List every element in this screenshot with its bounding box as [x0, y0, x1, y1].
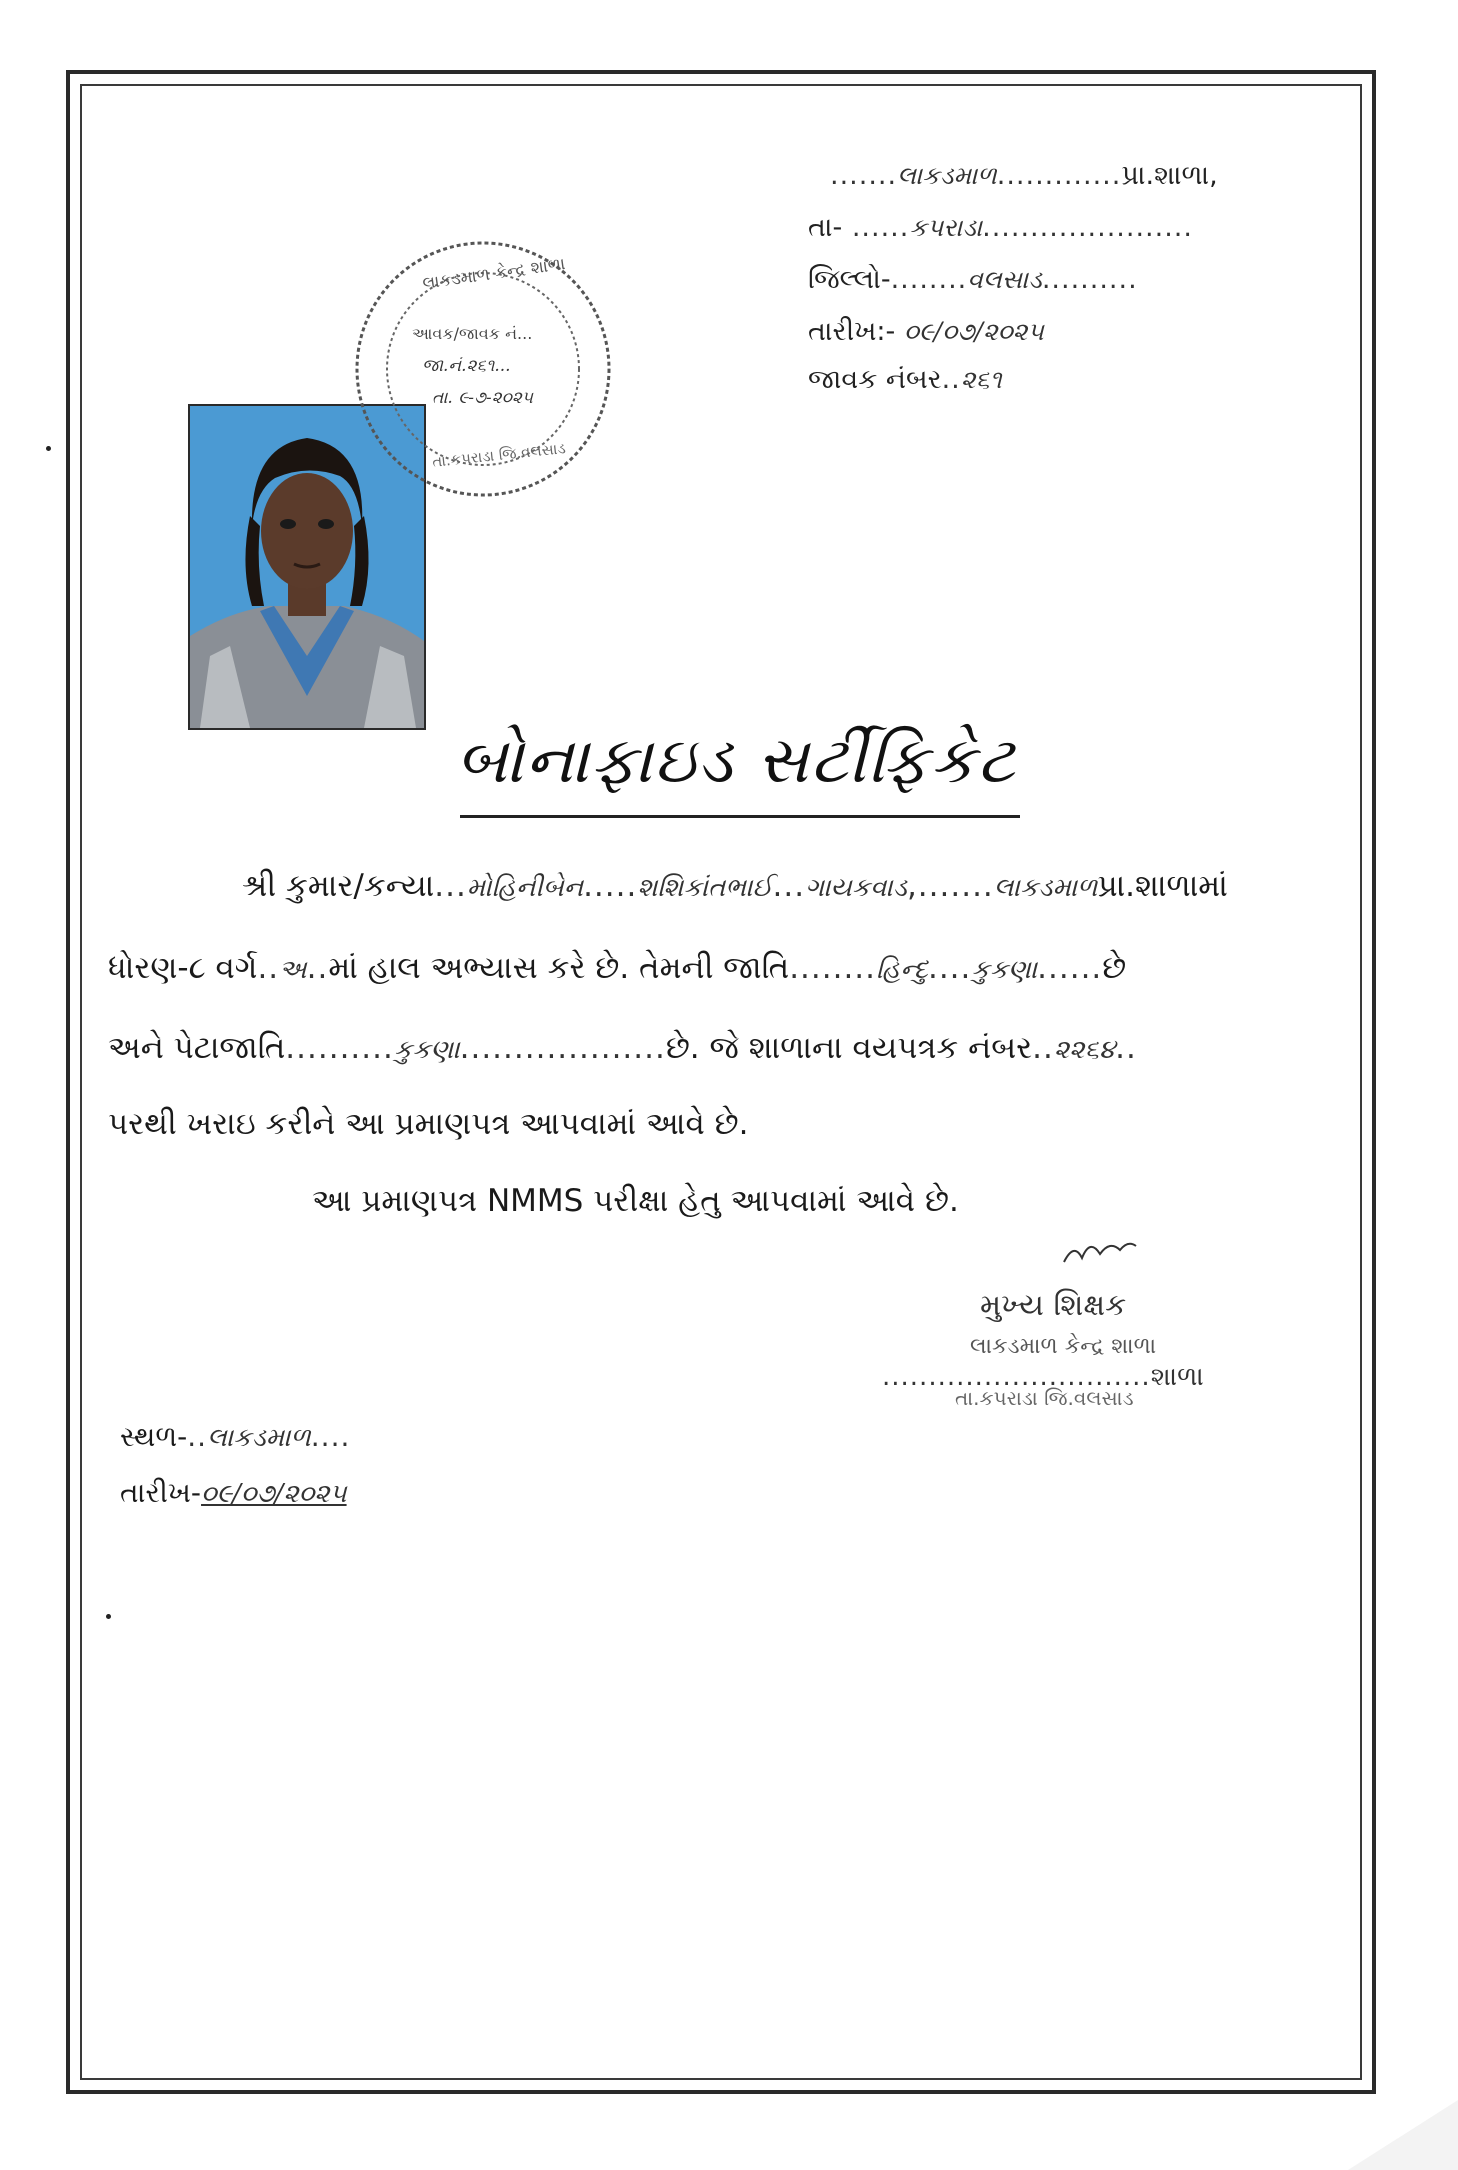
- surname: ગાયકવાડ: [805, 873, 907, 903]
- study-text: માં હાલ અભ્યાસ કરે છે. તેમની જાતિ: [328, 950, 790, 986]
- body-line-3: અને પેટાજાતિ..........કુકણા...................છે. જે શાળાના વયપત્રક નંબર..૨૨૬૪..: [108, 1030, 1137, 1066]
- school-name: લાકડમાળ: [993, 873, 1098, 903]
- header-outward-line: જાવક નંબર..૨૬૧: [808, 364, 1002, 395]
- stamp-line-1: આવક/જાવક નં...: [412, 324, 533, 343]
- body-line-5: આ પ્રમાણપત્ર NMMS પરીક્ષા હેતુ આપવામાં આવે છે.: [312, 1183, 959, 1219]
- subcaste-prefix: અને પેટાજાતિ: [108, 1030, 286, 1066]
- headmaster-title: મુખ્ય શિક્ષક: [980, 1288, 1127, 1323]
- register-number: ૨૨૬૪: [1053, 1035, 1116, 1065]
- footer-date-value: ૦૯/૦૭/૨૦૨૫: [201, 1479, 347, 1509]
- signature-address-stamp: તા.કપરાડા જિ.વલસાડ: [955, 1386, 1134, 1410]
- signature-school-suffix: શાળા: [1150, 1362, 1204, 1392]
- place-label: સ્થળ-: [120, 1420, 188, 1453]
- father-name: શશિકાંતભાઈ: [637, 873, 773, 903]
- taluka-value: કપરાડા: [909, 213, 983, 242]
- taluka-label: તા-: [808, 212, 843, 243]
- header-district-line: જિલ્લો-........વલસાડ..........: [808, 264, 1138, 295]
- page-corner-fold: [1348, 2100, 1458, 2170]
- school-suffix: પ્રા.શાળામાં: [1097, 868, 1228, 904]
- standard-prefix: ધોરણ-૮ વર્ગ: [108, 950, 258, 986]
- religion: હિન્દુ: [876, 955, 928, 985]
- header-date-line: [808, 316, 1044, 348]
- outward-value: ૨૬૧: [960, 365, 1002, 394]
- footer-place-line: સ્થળ-..લાકડમાળ....: [120, 1420, 351, 1453]
- scan-speck: [106, 1614, 111, 1619]
- line2-suffix: છે: [1102, 950, 1127, 986]
- signature-school-stamp: લાકડમાળ કેન્દ્ર શાળા: [970, 1334, 1157, 1359]
- caste: કુકણા: [971, 955, 1038, 985]
- signature-scribble: [1060, 1232, 1140, 1272]
- certificate-title: બોનાફાઇડ સર્ટીફિકેટ: [456, 724, 1017, 798]
- scan-speck: [46, 446, 51, 451]
- signature-school-line: .............................શાળા: [882, 1362, 1204, 1392]
- district-label: જિલ્લો-: [808, 264, 891, 295]
- stamp-line-3: તા. ૯-૭-૨૦૨૫: [432, 388, 533, 408]
- school-round-stamp: [352, 238, 614, 500]
- stamp-bottom-text: તા.કપરાડા જિ.વલસાડ: [431, 439, 567, 471]
- register-text: છે. જે શાળાના વયપત્રક નંબર: [665, 1030, 1033, 1066]
- student-name: મોહિનીબેન: [466, 873, 584, 903]
- title-underline: [460, 815, 1020, 818]
- class-division: અ: [279, 955, 307, 985]
- school-value: લાકડમાળ: [897, 161, 997, 190]
- header-school-line: .......લાકડમાળ.............પ્રા.શાળા,: [830, 160, 1218, 191]
- student-prefix: શ્રી કુમાર/કન્યા: [242, 868, 435, 904]
- district-value: વલસાડ: [967, 265, 1042, 294]
- body-line-1: શ્રી કુમાર/કન્યા...મોહિનીબેન.....શશિકાંતભાઈ...ગાયકવાડ,.......લાકડમાળપ્રા.શાળામાં: [242, 868, 1228, 904]
- date-label: તારીખ:-: [808, 316, 896, 347]
- outward-label: જાવક નંબર: [808, 364, 942, 395]
- stamp-ring-text: લાકડમાળ કેન્દ્ર શાળા: [421, 254, 567, 294]
- inner-border: [80, 84, 1362, 2080]
- stamp-line-2: જા.નં.૨૬૧...: [422, 356, 511, 376]
- footer-date-line: [120, 1476, 347, 1510]
- place-value: લાકડમાળ: [207, 1423, 311, 1453]
- school-label: પ્રા.શાળા,: [1121, 160, 1218, 191]
- body-line-4: પરથી ખરાઇ કરીને આ પ્રમાણપત્ર આપવામાં આવે છે.: [108, 1106, 749, 1142]
- date-value: ૦૯/૦૭/૨૦૨૫: [903, 317, 1044, 346]
- header-taluka-line: તા- ......કપરાડા......................: [808, 212, 1193, 243]
- body-line-2: ધોરણ-૮ વર્ગ..અ..માં હાલ અભ્યાસ કરે છે. તેમની જાતિ........હિન્દુ....કુકણા......છે: [108, 950, 1127, 986]
- subcaste: કુકણા: [393, 1035, 460, 1065]
- footer-date-label: તારીખ-: [120, 1476, 202, 1509]
